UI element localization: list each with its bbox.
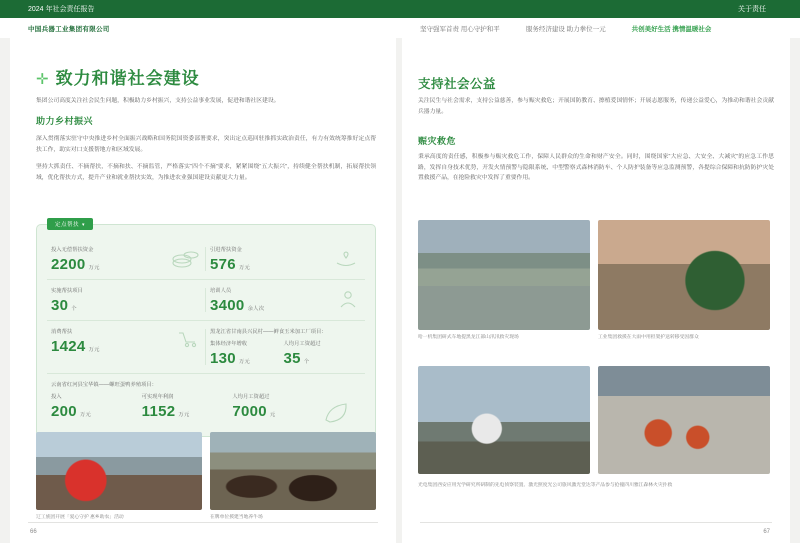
right-paragraph: 秉承高度的责任感，积极参与赈灾救危工作，保障人民群众的生命和财产安全。同时，围绕国家“大应急、大安全、大减灾”的应急工作思路，发挥自身技术优势，开发火情预警与隐限系统、中型警察式森林消防车、个人防护装备等应急监测预警，各提综合保障和抗防防护灾处置救援产品，在抢险救灾中发挥了重要作用。: [418, 154, 774, 182]
metric-item: [47, 280, 206, 320]
metric-value: 2200: [51, 256, 86, 273]
nav-item-1[interactable]: 坚守强军首责 用心守护和平: [420, 26, 500, 33]
left-paragraph-1: 深入贯彻落实驻守中央推进乡村全面振兴战略和国务院国资委部署要求，突出定点巡回驻推抓实政治责任，有力有效统筹推好定点帮扶工作，助实对口支援帮地方和区域发展。: [36, 136, 376, 153]
project-metric: 集体经济年增收 130 万元: [210, 341, 251, 367]
leaf-icon: [321, 400, 351, 431]
photo-drone[interactable]: [418, 366, 590, 474]
nav-item-3[interactable]: 共创美好生活 携情温暖社会: [631, 26, 712, 33]
left-page-number: 66: [30, 529, 37, 535]
left-photo-2-wrap: [210, 432, 376, 521]
top-bar: [0, 0, 800, 18]
project2-metric: 人均月工资超过 7000 元: [232, 394, 276, 420]
left-photo-1-caption: 辽工族团开展「爱心守护 惠乡助农」活动: [36, 515, 124, 520]
project2-block: [47, 374, 365, 426]
project2-metric: 投入 200 万元: [51, 394, 92, 420]
nav-item-2[interactable]: 服务经济建设 助力拳位一元: [525, 26, 606, 33]
project-block: [206, 321, 365, 373]
metric-unit: 万元: [88, 265, 100, 271]
right-page-title: 支持社会公益: [418, 77, 497, 91]
photo-roof-work[interactable]: [598, 366, 770, 474]
metric-value: 1424: [51, 338, 86, 355]
hand-heart-icon: [333, 247, 359, 274]
assistance-data-card-wrap: [36, 224, 376, 437]
right-sub-title: 赈灾救危: [418, 136, 457, 146]
photo-medical-aid[interactable]: [598, 220, 770, 330]
left-intro: 集团公司高度关注社会民生问题，积极助力乡村振兴，支持公益事业发展，促进和谐社区建设。: [36, 98, 280, 104]
company-name: 中国兵器工业集团有限公司: [28, 26, 110, 33]
chevron-down-icon: ▾: [82, 222, 86, 228]
project-label: 黑龙江省甘南县兴民村——鲜食玉米加工厂项目：: [210, 329, 327, 335]
metric-value: 576: [210, 256, 236, 273]
metric-unit: 个: [71, 306, 77, 312]
right-photo-1-caption: 哈一机集团研式车地提黑龙江部山汛汛救灾现场: [418, 335, 519, 340]
metric-unit: 万元: [88, 347, 100, 353]
left-page: [10, 38, 396, 543]
assistance-data-card: [36, 224, 376, 437]
left-sub-title: 助力乡村振兴: [36, 116, 94, 126]
left-page-title: ✛ 致力和谐社会建设: [36, 69, 200, 88]
right-photo-2-wrap: [598, 220, 770, 341]
right-folio-rule: [420, 522, 772, 523]
left-title-block: [36, 64, 376, 89]
right-intro: 关注民生与社会需求，支持公益慈善，参与赈灾救危；开展国防教育、擦植爱国情怀；开展志愿服务，传递公益爱心，为推动和谐社会贡献兵器力量。: [418, 98, 774, 115]
right-photo-1-wrap: [418, 220, 590, 341]
card-tab-label: 定点帮扶 ▾: [47, 218, 93, 230]
metric-item: [47, 321, 206, 373]
right-subtitle-block: [418, 134, 774, 147]
metric-item: [206, 239, 365, 279]
metric-item: [47, 239, 206, 279]
project2-metric: 可实现年利润 1152 万元: [141, 394, 190, 420]
photo-donation-banner[interactable]: [36, 432, 202, 510]
metric-unit: 余人次: [247, 306, 265, 312]
right-page-number: 67: [763, 529, 770, 535]
right-title-block: [418, 74, 774, 92]
metric-value: 30: [51, 297, 69, 314]
section-title: 关于责任: [738, 6, 766, 13]
left-photo-1-wrap: [36, 432, 202, 521]
left-photo-2-caption: 在牌单位援建当地养牛场: [210, 515, 263, 520]
metric-value: 3400: [210, 297, 245, 314]
metric-item: [206, 280, 365, 320]
left-subtitle-block: [36, 114, 376, 127]
sub-nav-bar: [0, 18, 800, 38]
report-title: 2024 年社会责任报告: [28, 6, 95, 13]
right-photo-3-wrap: [418, 366, 590, 474]
metric-label: 实施帮扶项目: [51, 288, 83, 294]
people-icon: [337, 288, 359, 315]
right-photo-4-wrap: [598, 366, 770, 474]
photo-flood-rescue[interactable]: [418, 220, 590, 330]
left-paragraph-2: 坚持大抓责任、不摘帮扶，不摘和扶、不摘监管，严格落实“四个不摘”要求，紧紧围绕“五大振兴”，持续健全帮扶机制，拓展帮扶领域，优化帮扶方式，提升产业和就业帮扶实效，为推进农业强国建设贡献更大力量。: [36, 164, 376, 181]
left-folio-rule: [28, 522, 378, 523]
right-page: [402, 38, 790, 543]
metric-label: 引进帮扶资金: [210, 247, 242, 253]
project-metric: 人均月工资超过 35 个: [283, 341, 321, 367]
photo-cattle-farm[interactable]: [210, 432, 376, 510]
right-photo-3-caption: 光电集团西安应用光学研究所研制的先电侦察装置、激光照度光公司旅风激光堂达等产品参与抢撞四川雅江森林火灾扑救: [418, 483, 673, 488]
right-photo-2-caption: 工业集团救援在大雨中用担架护送转移受因群众: [598, 335, 699, 340]
coins-icon: [172, 247, 200, 274]
project2-label: 云南省红河县宝华镇——螺旺蛋鸭养殖项目：: [51, 382, 157, 388]
cart-icon: [176, 329, 200, 354]
metric-grid: [47, 239, 365, 426]
chapter-nav: [420, 24, 711, 33]
metric-label: 消费帮扶: [51, 329, 73, 335]
metric-label: 培训人员: [210, 288, 232, 294]
metric-label: 投入无偿帮扶资金: [51, 247, 94, 253]
metric-unit: 万元: [238, 265, 251, 271]
plus-icon: ✛: [36, 71, 50, 88]
